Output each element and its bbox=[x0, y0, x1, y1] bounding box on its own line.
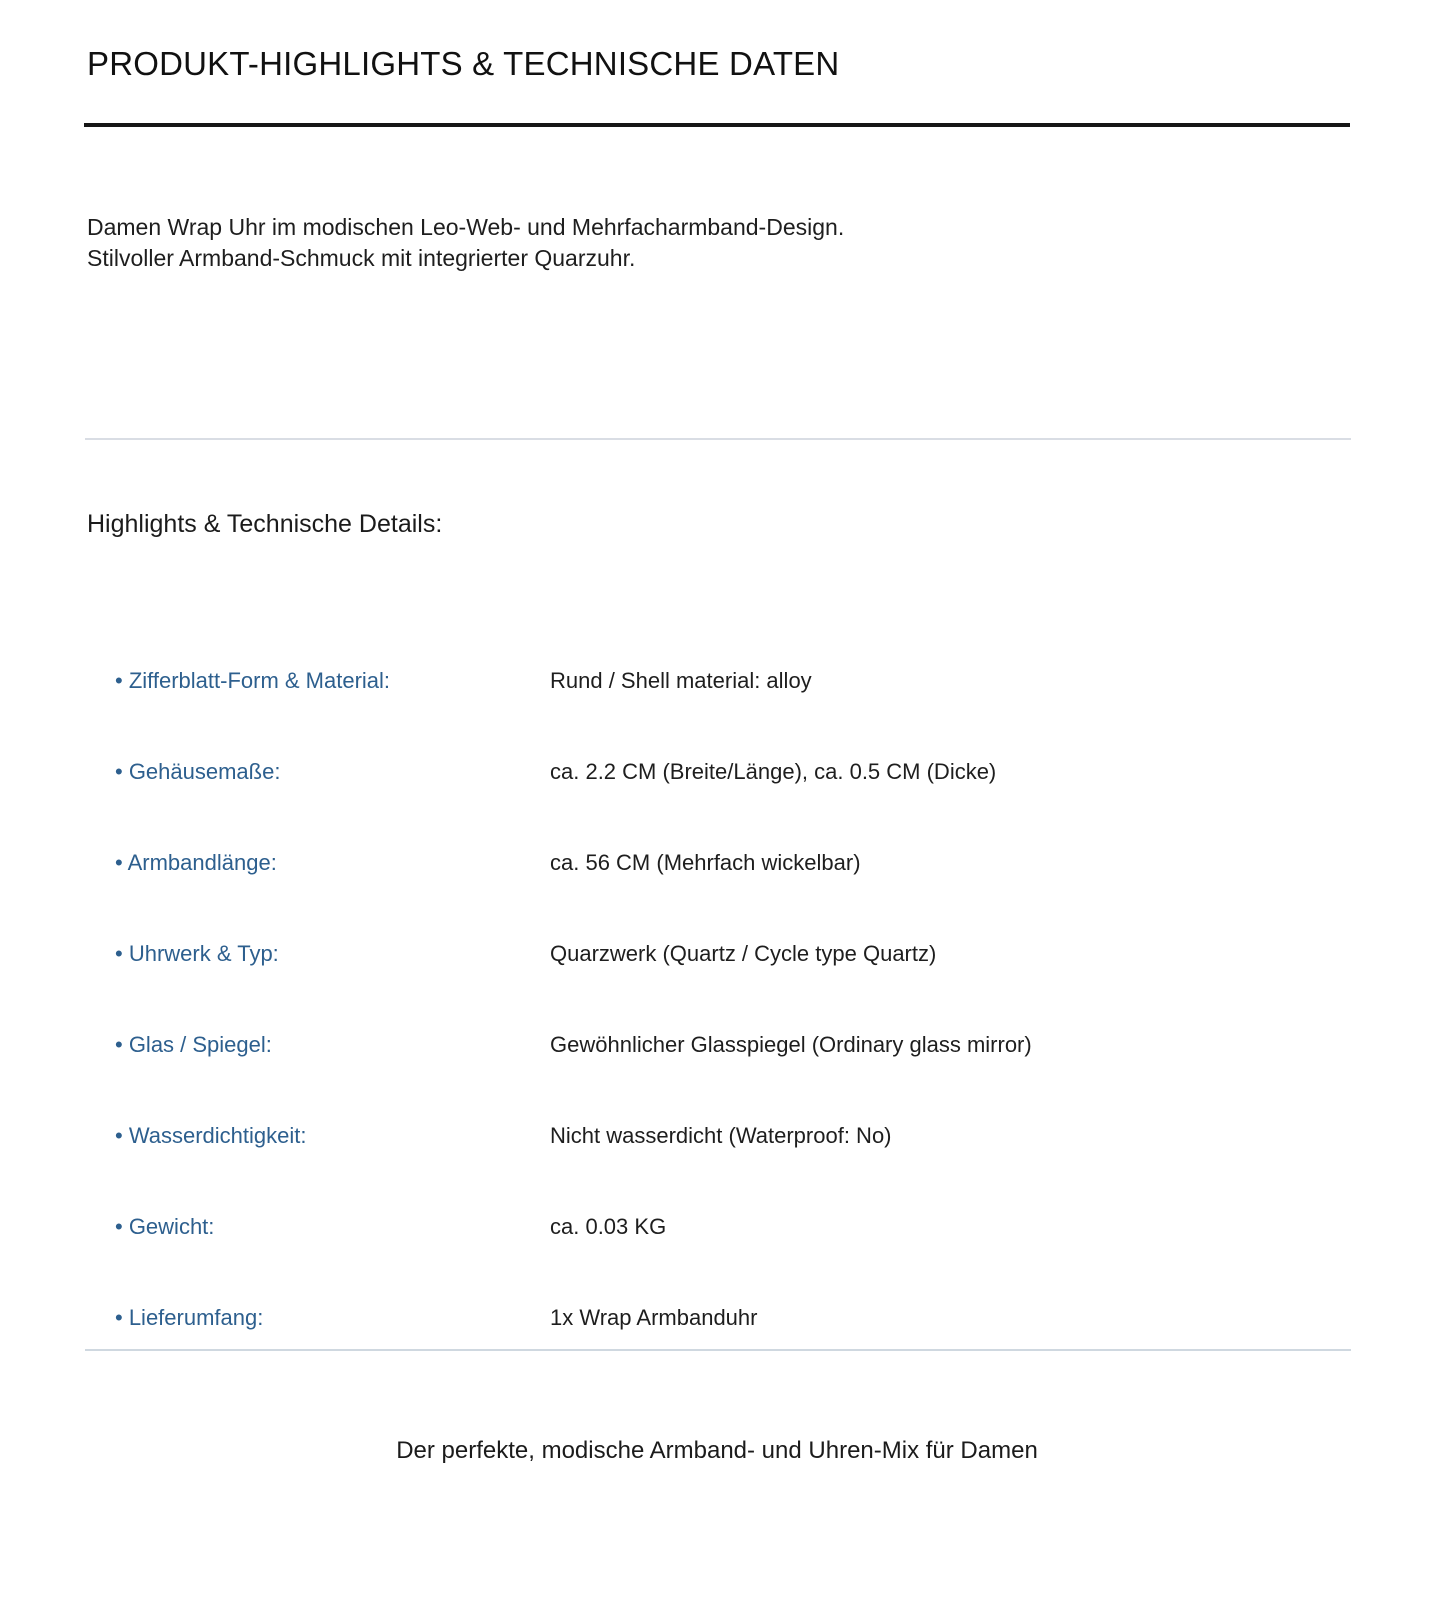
closing-tagline: Der perfekte, modische Armband- und Uhren-Mix für Damen bbox=[396, 1437, 1038, 1464]
intro-line-2: Stilvoller Armband-Schmuck mit integrierter Quarzuhr. bbox=[87, 245, 636, 271]
spec-value: ca. 2.2 CM (Breite/Länge), ca. 0.5 CM (Dicke) bbox=[550, 759, 997, 784]
spec-value: Rund / Shell material: alloy bbox=[550, 668, 812, 693]
spec-value: Nicht wasserdicht (Waterproof: No) bbox=[550, 1123, 892, 1148]
title-divider bbox=[84, 123, 1350, 127]
spec-row-waterproof bbox=[85, 1091, 1351, 1182]
spec-label: • Gewicht: bbox=[115, 1214, 215, 1239]
spec-label: • Glas / Spiegel: bbox=[115, 1032, 272, 1057]
spec-label: • Gehäusemaße: bbox=[115, 759, 281, 784]
spec-label: • Zifferblatt-Form & Material: bbox=[115, 668, 391, 693]
spec-label: • Uhrwerk & Typ: bbox=[115, 941, 279, 966]
spec-row-dial bbox=[85, 636, 1351, 727]
intro-line-1: Damen Wrap Uhr im modischen Leo-Web- und Mehrfacharmband-Design. bbox=[87, 214, 845, 240]
spec-row-weight bbox=[85, 1182, 1351, 1273]
details-heading: Highlights & Technische Details: bbox=[87, 510, 443, 538]
bottom-divider bbox=[85, 1349, 1351, 1351]
spec-list bbox=[85, 636, 1351, 1364]
spec-value: Gewöhnlicher Glasspiegel (Ordinary glass mirror) bbox=[550, 1032, 1032, 1057]
section-divider bbox=[85, 438, 1351, 440]
page-title: PRODUKT-HIGHLIGHTS & TECHNISCHE DATEN bbox=[87, 45, 840, 82]
spec-label: • Armbandlänge: bbox=[115, 850, 277, 875]
spec-label: • Wasserdichtigkeit: bbox=[115, 1123, 307, 1148]
spec-value: ca. 0.03 KG bbox=[550, 1214, 667, 1239]
spec-value: 1x Wrap Armbanduhr bbox=[550, 1305, 758, 1330]
spec-value: ca. 56 CM (Mehrfach wickelbar) bbox=[550, 850, 861, 875]
spec-row-movement bbox=[85, 909, 1351, 1000]
intro-text bbox=[87, 212, 844, 274]
spec-row-strap-length bbox=[85, 818, 1351, 909]
spec-row-glass bbox=[85, 1000, 1351, 1091]
spec-label: • Lieferumfang: bbox=[115, 1305, 264, 1330]
spec-value: Quarzwerk (Quartz / Cycle type Quartz) bbox=[550, 941, 937, 966]
spec-row-case-size bbox=[85, 727, 1351, 818]
